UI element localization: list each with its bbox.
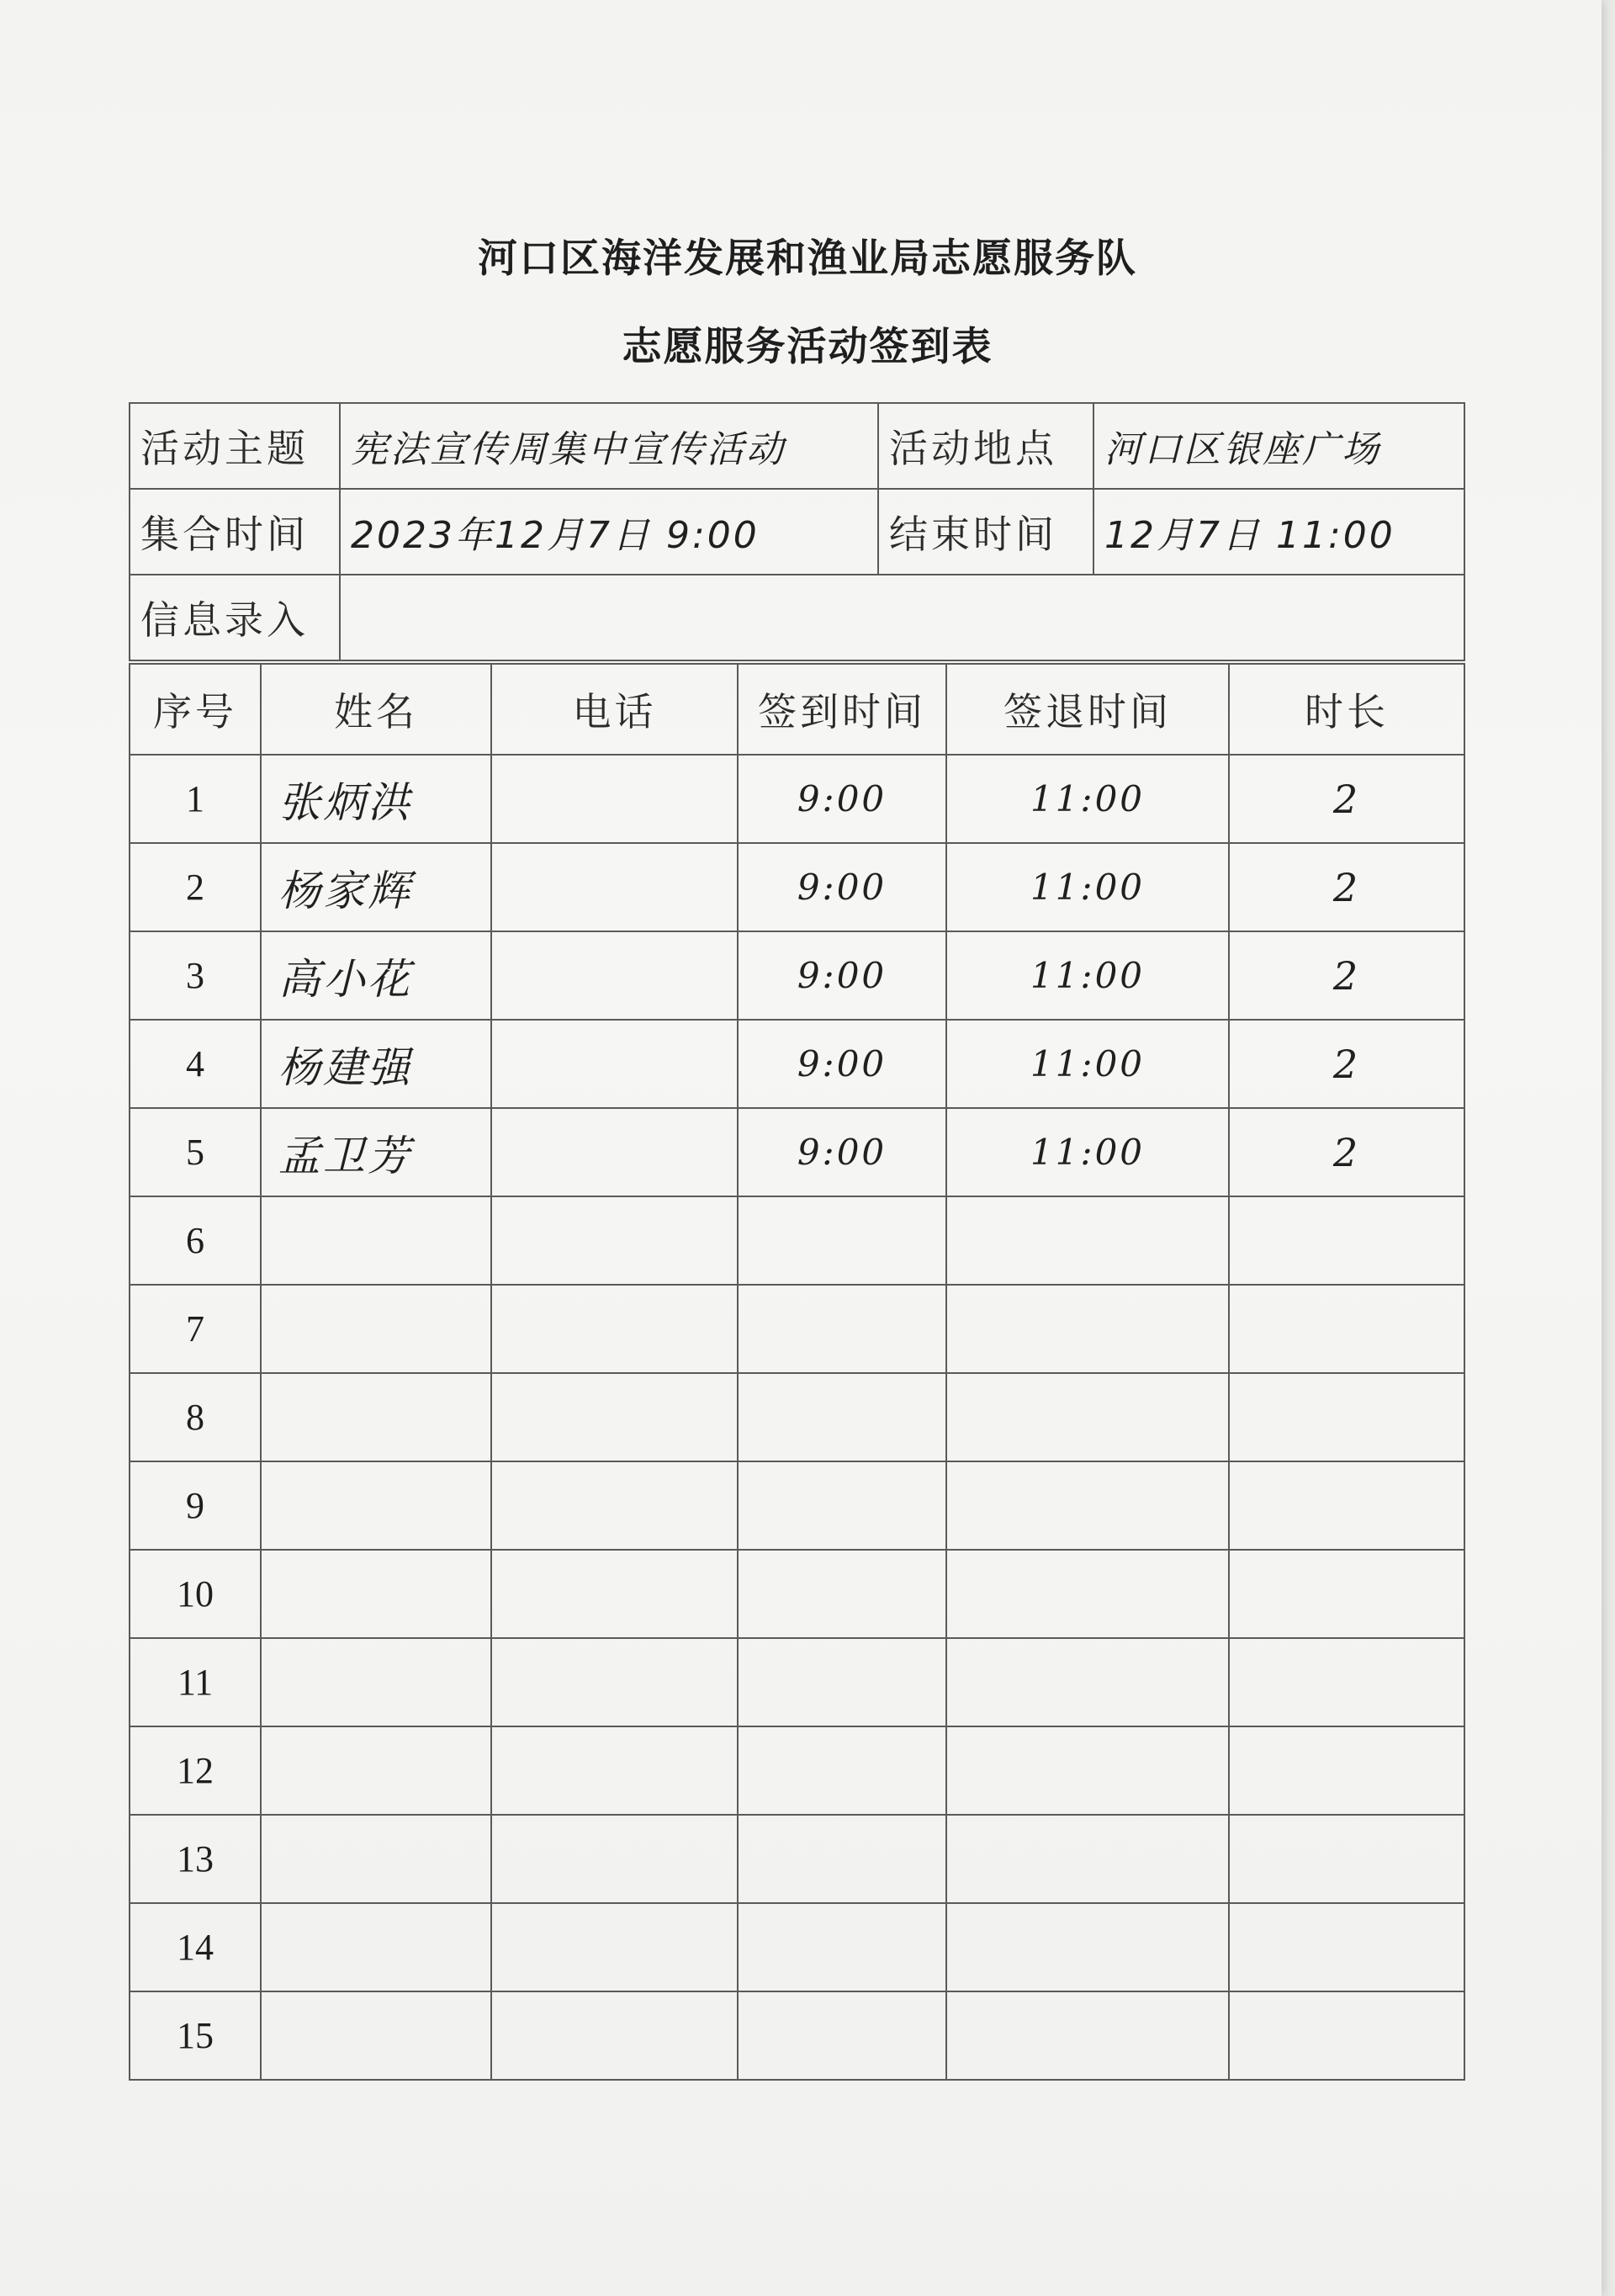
row-sign-in xyxy=(738,1461,946,1550)
row-name: 孟卫芳 xyxy=(261,1108,491,1196)
table-row xyxy=(130,931,1464,1020)
row-index: 5 xyxy=(130,1108,261,1196)
row-sign-out xyxy=(946,1726,1229,1815)
col-header-index: 序号 xyxy=(130,664,261,755)
row-sign-out: 11:00 xyxy=(946,755,1229,843)
row-sign-out xyxy=(946,1903,1229,1991)
row-phone xyxy=(491,1638,738,1726)
row-sign-out xyxy=(946,1815,1229,1903)
row-phone xyxy=(491,1108,738,1196)
info-row-entry xyxy=(130,575,1464,660)
row-index: 15 xyxy=(130,1991,261,2080)
row-name xyxy=(261,1196,491,1285)
row-duration xyxy=(1229,1815,1464,1903)
end-time-label: 结束时间 xyxy=(878,489,1093,575)
col-header-phone: 电话 xyxy=(491,664,738,755)
place-label: 活动地点 xyxy=(878,403,1093,489)
row-index: 4 xyxy=(130,1020,261,1108)
row-duration xyxy=(1229,1196,1464,1285)
gather-time-label: 集合时间 xyxy=(130,489,340,575)
row-phone xyxy=(491,1461,738,1550)
row-index: 13 xyxy=(130,1815,261,1903)
row-name xyxy=(261,1726,491,1815)
table-row xyxy=(130,755,1464,843)
row-phone xyxy=(491,1196,738,1285)
col-header-sign-in: 签到时间 xyxy=(738,664,946,755)
row-sign-in: 9:00 xyxy=(738,931,946,1020)
table-row xyxy=(130,1726,1464,1815)
row-sign-in: 9:00 xyxy=(738,755,946,843)
row-index: 7 xyxy=(130,1285,261,1373)
row-duration: 2 xyxy=(1229,1020,1464,1108)
row-index: 1 xyxy=(130,755,261,843)
row-phone xyxy=(491,1991,738,2080)
row-sign-in xyxy=(738,1726,946,1815)
row-sign-in xyxy=(738,1550,946,1638)
row-phone xyxy=(491,1020,738,1108)
row-name: 高小花 xyxy=(261,931,491,1020)
place-value: 河口区银座广场 xyxy=(1093,403,1464,489)
row-phone xyxy=(491,1285,738,1373)
row-index: 12 xyxy=(130,1726,261,1815)
gather-time-value: 2023年12月7日 9:00 xyxy=(340,489,878,575)
document-subtitle: 志愿服务活动签到表 xyxy=(622,324,993,370)
table-row xyxy=(130,1285,1464,1373)
row-name xyxy=(261,1903,491,1991)
row-index: 11 xyxy=(130,1638,261,1726)
row-duration xyxy=(1229,1550,1464,1638)
table-row xyxy=(130,843,1464,931)
row-duration: 2 xyxy=(1229,755,1464,843)
row-duration xyxy=(1229,1903,1464,1991)
row-duration xyxy=(1229,1638,1464,1726)
row-sign-out xyxy=(946,1991,1229,2080)
row-index: 2 xyxy=(130,843,261,931)
info-entry-label: 信息录入 xyxy=(130,575,340,660)
row-sign-in xyxy=(738,1638,946,1726)
row-sign-out xyxy=(946,1285,1229,1373)
theme-value: 宪法宣传周集中宣传活动 xyxy=(340,403,878,489)
row-duration: 2 xyxy=(1229,843,1464,931)
row-sign-out: 11:00 xyxy=(946,843,1229,931)
row-duration: 2 xyxy=(1229,931,1464,1020)
row-index: 9 xyxy=(130,1461,261,1550)
table-row xyxy=(130,1991,1464,2080)
row-name xyxy=(261,1550,491,1638)
row-sign-in xyxy=(738,1373,946,1461)
theme-label: 活动主题 xyxy=(130,403,340,489)
row-phone xyxy=(491,1726,738,1815)
row-sign-in: 9:00 xyxy=(738,1020,946,1108)
table-row xyxy=(130,1638,1464,1726)
info-entry-value xyxy=(340,575,1464,660)
table-row xyxy=(130,1020,1464,1108)
row-duration xyxy=(1229,1373,1464,1461)
row-duration xyxy=(1229,1285,1464,1373)
row-duration xyxy=(1229,1991,1464,2080)
row-name xyxy=(261,1638,491,1726)
col-header-name: 姓名 xyxy=(261,664,491,755)
row-sign-out xyxy=(946,1550,1229,1638)
row-sign-in xyxy=(738,1903,946,1991)
row-sign-out xyxy=(946,1461,1229,1550)
row-duration xyxy=(1229,1726,1464,1815)
row-index: 8 xyxy=(130,1373,261,1461)
row-phone xyxy=(491,1373,738,1461)
row-index: 14 xyxy=(130,1903,261,1991)
col-header-sign-out: 签退时间 xyxy=(946,664,1229,755)
row-index: 3 xyxy=(130,931,261,1020)
row-index: 6 xyxy=(130,1196,261,1285)
sign-in-table xyxy=(129,663,1465,2081)
row-phone xyxy=(491,931,738,1020)
row-duration: 2 xyxy=(1229,1108,1464,1196)
row-phone xyxy=(491,1815,738,1903)
row-name xyxy=(261,1285,491,1373)
row-name xyxy=(261,1373,491,1461)
col-header-duration: 时长 xyxy=(1229,664,1464,755)
row-sign-out: 11:00 xyxy=(946,1108,1229,1196)
activity-info-table xyxy=(129,402,1465,661)
row-name xyxy=(261,1991,491,2080)
table-row xyxy=(130,1196,1464,1285)
row-name: 杨家辉 xyxy=(261,843,491,931)
table-row xyxy=(130,1903,1464,1991)
row-phone xyxy=(491,1903,738,1991)
row-sign-in: 9:00 xyxy=(738,843,946,931)
row-sign-out: 11:00 xyxy=(946,931,1229,1020)
table-row xyxy=(130,1461,1464,1550)
row-sign-in: 9:00 xyxy=(738,1108,946,1196)
row-sign-out: 11:00 xyxy=(946,1020,1229,1108)
row-name: 张炳洪 xyxy=(261,755,491,843)
row-sign-in xyxy=(738,1815,946,1903)
row-phone xyxy=(491,843,738,931)
row-sign-out xyxy=(946,1196,1229,1285)
info-row-time xyxy=(130,489,1464,575)
table-row xyxy=(130,1550,1464,1638)
row-index: 10 xyxy=(130,1550,261,1638)
row-sign-out xyxy=(946,1373,1229,1461)
row-duration xyxy=(1229,1461,1464,1550)
table-row xyxy=(130,1815,1464,1903)
table-row xyxy=(130,1108,1464,1196)
row-sign-in xyxy=(738,1196,946,1285)
info-row-theme xyxy=(130,403,1464,489)
row-sign-out xyxy=(946,1638,1229,1726)
row-name: 杨建强 xyxy=(261,1020,491,1108)
row-phone xyxy=(491,1550,738,1638)
table-row xyxy=(130,1373,1464,1461)
document-title: 河口区海洋发展和渔业局志愿服务队 xyxy=(478,236,1137,282)
row-name xyxy=(261,1461,491,1550)
end-time-value: 12月7日 11:00 xyxy=(1093,489,1464,575)
table-header-row xyxy=(130,664,1464,755)
row-phone xyxy=(491,755,738,843)
row-name xyxy=(261,1815,491,1903)
row-sign-in xyxy=(738,1991,946,2080)
row-sign-in xyxy=(738,1285,946,1373)
